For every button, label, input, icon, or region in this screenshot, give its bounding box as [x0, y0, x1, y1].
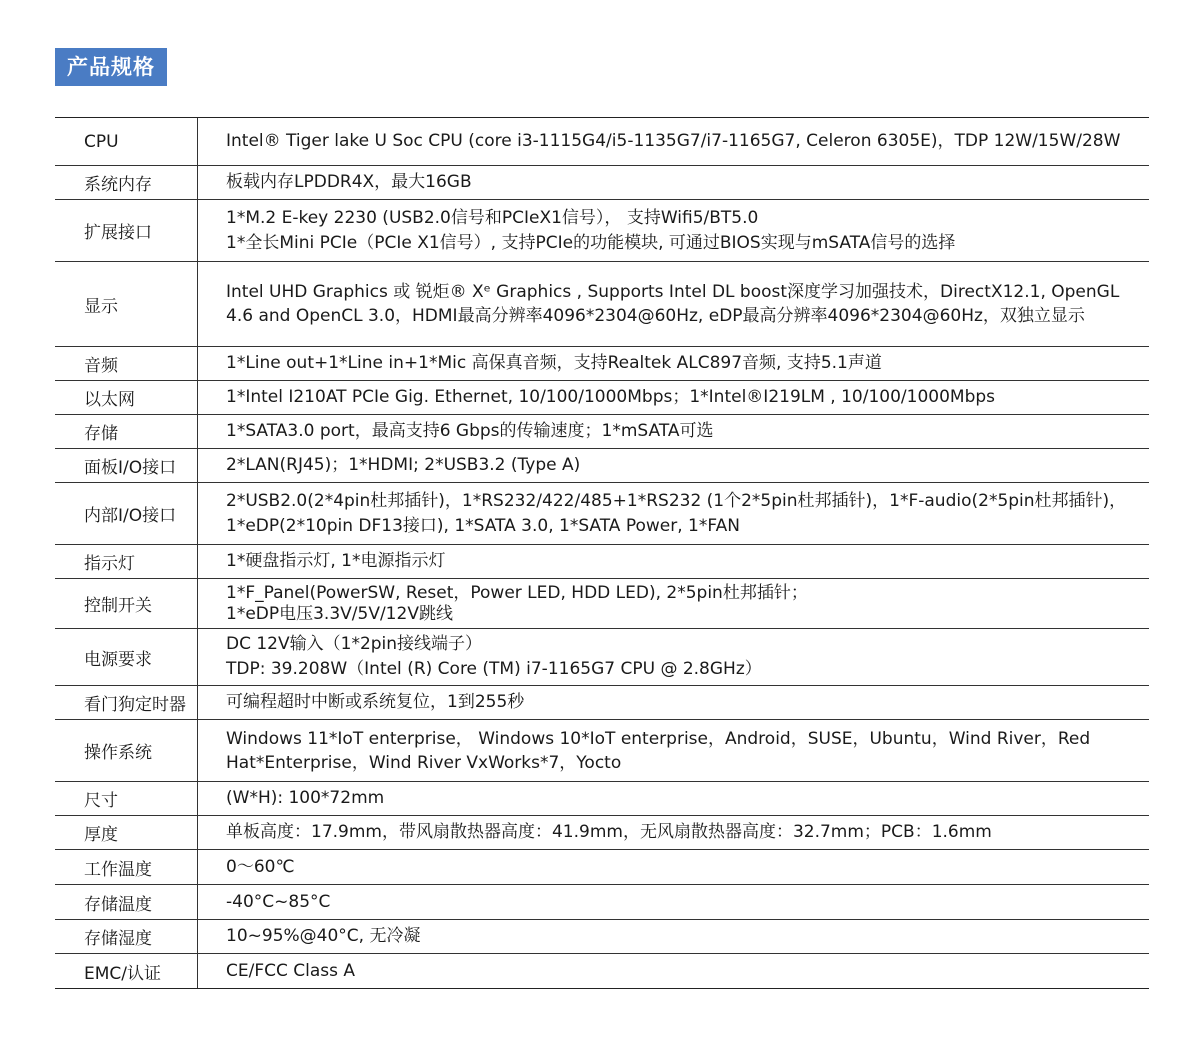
spec-value — [198, 579, 1149, 628]
spec-value-line: Windows 11*IoT enterprise， Windows 10*IoT enterprise，Android，SUSE，Ubuntu，Wind River，Red Hat*Enterprise，Wind River VxWorks*7，Yocto — [226, 728, 1091, 773]
spec-label: 面板I/O接口 — [55, 449, 198, 482]
spec-value — [198, 816, 1149, 849]
spec-label: 工作温度 — [55, 850, 198, 884]
spec-label: 指示灯 — [55, 545, 198, 578]
spec-label: 尺寸 — [55, 782, 198, 815]
spec-label: 音频 — [55, 347, 198, 380]
spec-row-ethernet — [55, 381, 1149, 415]
spec-value-line: 1*M.2 E-key 2230 (USB2.0信号和PCIeX1信号）， 支持Wifi5/BT5.0 — [226, 207, 759, 228]
spec-value-line: 板载内存LPDDR4X，最大16GB — [226, 172, 472, 192]
spec-value — [198, 415, 1149, 448]
spec-value — [198, 920, 1149, 953]
spec-value-line: 2*LAN(RJ45)；1*HDMI; 2*USB3.2 (Type A) — [226, 455, 581, 475]
spec-row-storage-temp — [55, 885, 1149, 920]
spec-value — [198, 782, 1149, 815]
spec-value — [198, 262, 1149, 346]
spec-value-line: Intel® Tiger lake U Soc CPU (core i3-1115G4/i5-1135G7/i7-1165G7, Celeron 6305E)，TDP 12W/15W/28W — [226, 131, 1121, 151]
spec-value-line: 1*Line out+1*Line in+1*Mic 高保真音频，支持Realtek ALC897音频, 支持5.1声道 — [226, 353, 882, 373]
spec-value — [198, 545, 1149, 578]
spec-value-line: (W*H): 100*72mm — [226, 788, 385, 808]
spec-row-storage — [55, 415, 1149, 449]
spec-label: 操作系统 — [55, 720, 198, 781]
spec-label: 控制开关 — [55, 579, 198, 628]
spec-label: 以太网 — [55, 381, 198, 414]
section-title: 产品规格 — [55, 48, 167, 86]
spec-label: 厚度 — [55, 816, 198, 849]
spec-value-line: 1*eDP(2*10pin DF13接口), 1*SATA 3.0, 1*SATA Power, 1*FAN — [226, 515, 740, 536]
spec-value-line: 1*硬盘指示灯, 1*电源指示灯 — [226, 551, 446, 571]
spec-label: 扩展接口 — [55, 200, 198, 261]
spec-row-storage-humidity — [55, 920, 1149, 954]
spec-label: EMC/认证 — [55, 954, 198, 988]
spec-row-indicators — [55, 545, 1149, 579]
spec-row-cpu — [55, 118, 1149, 166]
spec-value — [198, 850, 1149, 884]
spec-value — [198, 686, 1149, 719]
spec-value-line: 1*Intel I210AT PCIe Gig. Ethernet, 10/100/1000Mbps；1*Intel®I219LM , 10/100/1000Mbps — [226, 387, 996, 407]
spec-row-internal-io — [55, 483, 1149, 545]
spec-label: 存储湿度 — [55, 920, 198, 953]
spec-row-memory — [55, 166, 1149, 200]
spec-value — [198, 483, 1149, 544]
spec-value — [198, 347, 1149, 380]
spec-value-line: 可编程超时中断或系统复位，1到255秒 — [226, 692, 525, 712]
spec-row-audio — [55, 347, 1149, 381]
spec-row-os — [55, 720, 1149, 782]
spec-row-watchdog — [55, 686, 1149, 720]
spec-row-expansion — [55, 200, 1149, 262]
spec-value — [198, 166, 1149, 199]
spec-label: 电源要求 — [55, 629, 198, 685]
spec-label: 系统内存 — [55, 166, 198, 199]
spec-value-line: 单板高度：17.9mm，带风扇散热器高度：41.9mm，无风扇散热器高度：32.7mm；PCB：1.6mm — [226, 822, 992, 842]
spec-value — [198, 885, 1149, 919]
spec-value — [198, 629, 1149, 685]
spec-value-line: 10~95%@40°C, 无冷凝 — [226, 926, 421, 946]
spec-value-line: -40°C~85°C — [226, 891, 331, 912]
spec-row-panel-io — [55, 449, 1149, 483]
spec-value — [198, 954, 1149, 988]
spec-label: 显示 — [55, 262, 198, 346]
spec-value — [198, 118, 1149, 165]
spec-value-line: Intel UHD Graphics 或 锐炬® Xᵉ Graphics , Supports Intel DL boost深度学习加强技术，DirectX12.1, OpenGL 4.6 and OpenCL 3.0，HDMI最高分辨率4096*2304@60Hz, eDP最高分辨率4096*2304@60Hz，双独立显示 — [226, 282, 1120, 326]
spec-value-line: DC 12V输入（1*2pin接线端子） — [226, 634, 483, 654]
spec-row-thickness — [55, 816, 1149, 850]
spec-row-emc — [55, 954, 1149, 988]
spec-value-line: 0～60℃ — [226, 856, 295, 877]
spec-row-display — [55, 262, 1149, 347]
spec-row-power — [55, 629, 1149, 686]
spec-label: 看门狗定时器 — [55, 686, 198, 719]
spec-value — [198, 200, 1149, 261]
spec-value-line: TDP: 39.208W（Intel (R) Core (TM) i7-1165G7 CPU @ 2.8GHz） — [226, 659, 762, 679]
spec-row-switches — [55, 579, 1149, 629]
spec-label: 存储 — [55, 415, 198, 448]
spec-row-operating-temp — [55, 850, 1149, 885]
spec-value — [198, 381, 1149, 414]
spec-value-line: 1*全长Mini PCIe（PCIe X1信号）, 支持PCIe的功能模块, 可通过BIOS实现与mSATA信号的选择 — [226, 232, 956, 253]
spec-row-dimensions — [55, 782, 1149, 816]
spec-value — [198, 720, 1149, 781]
spec-value — [198, 449, 1149, 482]
spec-value-line: CE/FCC Class A — [226, 960, 356, 981]
spec-value-line: 1*eDP电压3.3V/5V/12V跳线 — [226, 603, 453, 624]
spec-label: CPU — [55, 118, 198, 165]
spec-table — [55, 117, 1149, 989]
spec-value-line: 1*F_Panel(PowerSW, Reset，Power LED, HDD LED), 2*5pin杜邦插针； — [226, 582, 808, 603]
spec-label: 存储温度 — [55, 885, 198, 919]
spec-value-line: 1*SATA3.0 port，最高支持6 Gbps的传输速度；1*mSATA可选 — [226, 421, 714, 441]
spec-label: 内部I/O接口 — [55, 483, 198, 544]
spec-value-line: 2*USB2.0(2*4pin杜邦插针)，1*RS232/422/485+1*RS232 (1个2*5pin杜邦插针)，1*F-audio(2*5pin杜邦插针)， — [226, 490, 1127, 511]
